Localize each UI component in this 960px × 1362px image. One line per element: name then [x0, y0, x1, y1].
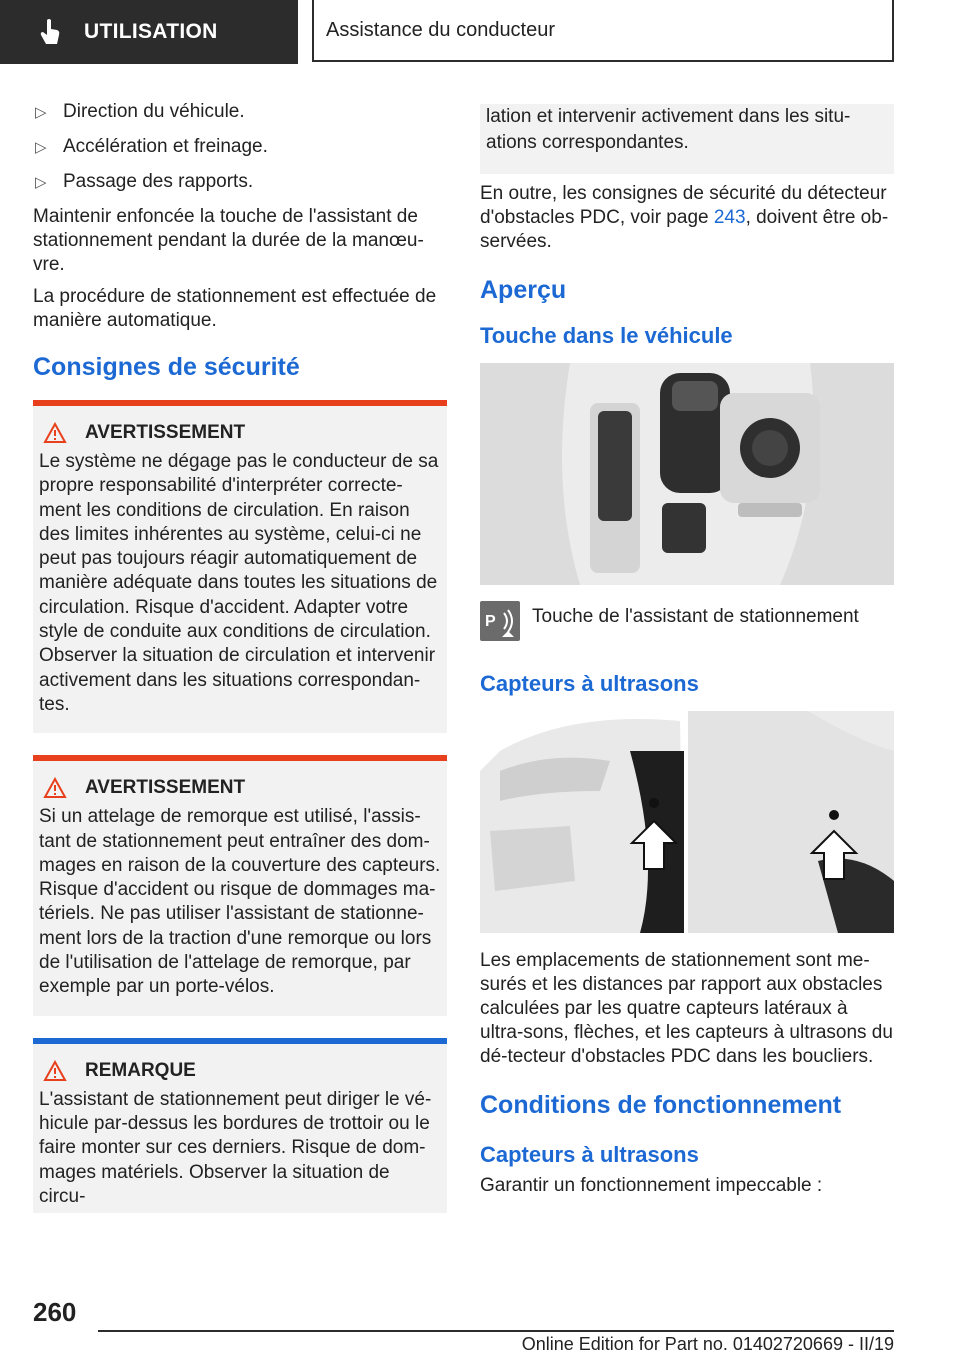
warning-triangle-icon [43, 777, 67, 799]
list-item: ▷ Direction du véhicule. [33, 100, 447, 126]
notice-box [33, 1038, 447, 1213]
paragraph: Maintenir enfoncée la touche de l'assistant de stationnement pendant la durée de la manœu‐vre. [33, 206, 424, 275]
chapter-title-box [312, 0, 894, 62]
notice-title: REMARQUE [85, 1059, 196, 1081]
section-heading: Aperçu [480, 276, 567, 304]
notice-continuation: lation et intervenir activement dans les situ‐ations correspondantes. [480, 104, 894, 174]
list-item: ▷ Accélération et freinage. [33, 135, 447, 161]
section-heading: Conditions de fonctionnement [480, 1091, 842, 1119]
page-link[interactable]: 243 [713, 207, 746, 228]
left-column [33, 100, 447, 1213]
paragraph: En outre, les consignes de sécurité du détecteur d'obstacles PDC, voir page 243, doivent être ob‐servées. [480, 183, 889, 252]
paragraph: Les emplacements de stationnement sont me‐surés et les distances par rapport aux obstacles calculées par les quatre capteurs latéraux à ultra‐sons, flèches, et les capteurs à ultrasons du dé‐tecteur d'obstacles PDC dans les boucliers. [480, 950, 893, 1067]
svg-text:P: P [485, 613, 496, 630]
subsection-heading: Capteurs à ultrasons [480, 1142, 699, 1167]
triangle-bullet-icon: ▷ [35, 104, 47, 121]
hand-pointer-icon [38, 18, 62, 46]
right-column [480, 104, 894, 1206]
warning-title: AVERTISSEMENT [85, 422, 246, 443]
paragraph: La procédure de stationnement est effectuée de manière automatique. [33, 286, 437, 331]
sensor-images [480, 711, 894, 933]
parking-assistant-icon [480, 601, 520, 641]
subsection-heading: Capteurs à ultrasons [480, 671, 699, 696]
paragraph: Garantir un fonctionnement impeccable : [480, 1175, 823, 1196]
console-image [480, 363, 894, 585]
warning-box [33, 755, 447, 1015]
edition-text: Online Edition for Part no. 01402720669 - II/19 [521, 1334, 894, 1354]
chapter-title: Assistance du conducteur [326, 18, 556, 41]
list-item: ▷ Passage des rapports. [33, 170, 447, 196]
warning-triangle-icon [43, 422, 67, 444]
rear-bumper-image [688, 711, 894, 933]
subsection-heading: Touche dans le véhicule [480, 323, 733, 348]
section-tab [0, 0, 298, 64]
front-bumper-image [480, 711, 684, 933]
triangle-bullet-icon: ▷ [35, 174, 47, 191]
section-title: UTILISATION [84, 20, 218, 43]
warning-text: Le système ne dégage pas le conducteur de sa propre responsabilité d'interpréter correcte‐ment les conditions de circulation. En raison des limites inhérentes au système, celui-ci ne peut pas toujours réagir automatiquement de manière adéquate dans toutes les situations de circulation. Risque d'accident. Adapter votre style de conduite aux conditions de circulation. Observer la situation de circulation et intervenir activement dans les situations correspondan‐tes. [39, 451, 439, 715]
page-number: 260 [33, 1297, 77, 1327]
notice-text: L'assistant de stationnement peut diriger le vé‐hicule par-dessus les bordures de trottoir ou le faire monter sur ces derniers. Risque de dom‐mages matériels. Observer la situation de circu‐ [39, 1088, 432, 1207]
warning-title: AVERTISSEMENT [85, 777, 246, 799]
warning-text: Si un attelage de remorque est utilisé, l'assis‐tant de stationnement peut entraîner des dom‐mages en raison de la couverture des capteurs. Risque d'accident ou risque de dommages ma‐tériels. Ne pas utiliser l'assistant de stationne‐ment lors de la traction d'une remorque ou lors de l'utilisation de l'attelage de remorque, par exemple par un porte-vélos. [39, 806, 441, 998]
warning-triangle-icon [43, 1060, 67, 1082]
footer-divider [98, 1330, 894, 1332]
image-legend [480, 601, 894, 641]
section-heading: Consignes de sécurité [33, 353, 300, 381]
warning-box [33, 400, 447, 733]
triangle-bullet-icon: ▷ [35, 139, 47, 156]
legend-text: Touche de l'assistant de stationnement [532, 606, 859, 627]
